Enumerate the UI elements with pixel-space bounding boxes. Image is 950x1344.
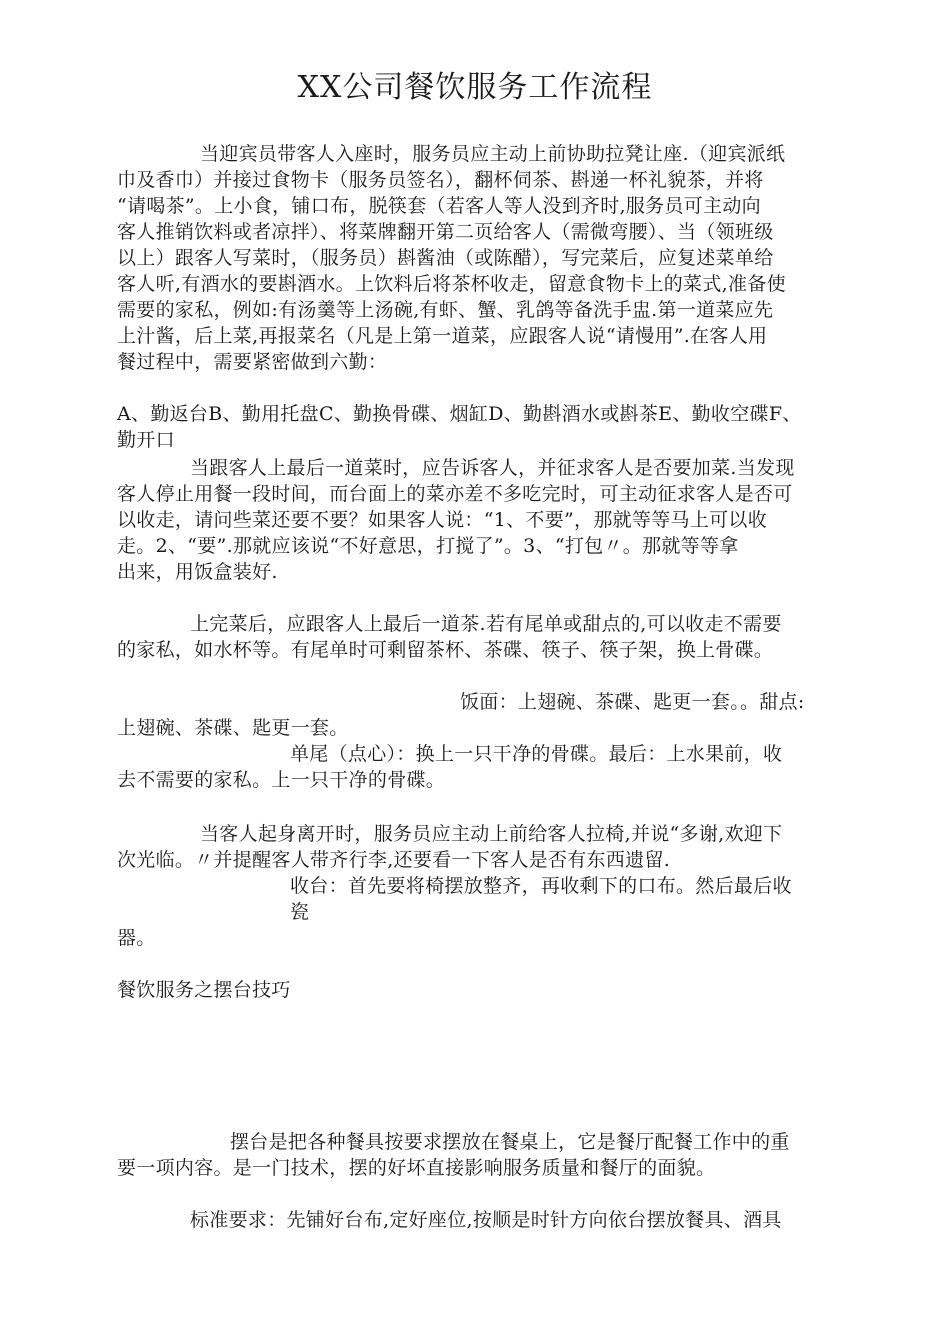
paragraph-line: 次光临。〃并提醒客人带齐行李,还要看一下客人是否有东西遗留. [117,849,671,871]
six-diligences-line: A、勤返台B、勤用托盘C、勤换骨碟、烟缸D、勤斟酒水或斟茶E、勤收空碟F、 [117,403,802,425]
paragraph-line: 瓷 [290,901,310,923]
paragraph-line: 标准要求：先铺好台布,定好座位,按顺是时针方向依台摆放餐具、酒具 [190,1209,782,1231]
paragraph-line: 饭面：上翅碗、茶碟、匙更一套。。甜点: [460,691,805,713]
section-heading: 餐饮服务之摆台技巧 [117,979,291,1001]
paragraph-line: 以收走，请问些菜还要不要？如果客人说：“1、不要”，那就等等马上可以收 [117,509,768,531]
paragraph-line: 出来，用饭盒装好. [117,561,278,583]
six-diligences-line: 勤开口 [117,429,175,451]
paragraph-line: 的家私，如水杯等。有尾单时可剩留茶杯、茶碟、筷子、筷子架，换上骨碟。 [117,639,774,661]
paragraph-line: “请喝茶”。上小食，铺口布，脱筷套（若客人等人没到齐时,服务员可主动向 [117,195,761,217]
paragraph-line: 客人听,有酒水的要斟酒水。上饮料后将茶杯收走，留意食物卡上的菜式,准备使 [117,273,786,295]
paragraph-line: 上翅碗、茶碟、匙更一套。 [117,717,349,739]
paragraph-line: 器。 [117,927,156,949]
paragraph-line: 走。2、“要”.那就应该说“不好意思，打搅了”。3、“打包〃。那就等等拿 [117,535,739,557]
paragraph-line: 巾及香巾）并接过食物卡（服务员签名），翻杯伺茶、斟递一杯礼貌茶，并将 [117,169,764,191]
paragraph-line: 以上）跟客人写菜时，（服务员）斟酱油（或陈醋），写完菜后，应复述菜单给 [117,247,774,269]
document-title: XX公司餐饮服务工作流程 [297,70,653,105]
paragraph-line: 当跟客人上最后一道菜时，应告诉客人，并征求客人是否要加菜.当发现 [190,457,795,479]
paragraph-line: 客人推销饮料或者凉拌）、将菜牌翻开第二页给客人（需微弯腰）、当（领班级 [117,221,774,243]
paragraph-line: 要一项内容。是一门技术，摆的好坏直接影响服务质量和餐厅的面貌。 [117,1157,716,1179]
paragraph-line: 收台：首先要将椅摆放整齐，再收剩下的口布。然后最后收 [290,875,792,897]
paragraph-line: 客人停止用餐一段时间，而台面上的菜亦差不多吃完时，可主动征求客人是否可 [117,483,793,505]
paragraph-line: 需要的家私，例如:有汤羹等上汤碗,有虾、蟹、乳鸽等备洗手盅.第一道菜应先 [117,299,774,321]
paragraph-line: 上完菜后，应跟客人上最后一道茶.若有尾单或甜点的,可以收走不需要 [190,613,782,635]
paragraph-line: 当客人起身离开时，服务员应主动上前给客人拉椅,并说“多谢,欢迎下 [200,823,783,845]
paragraph-line: 餐过程中，需要紧密做到六勤： [117,351,388,373]
paragraph-line: 当迎宾员带客人入座时，服务员应主动上前协助拉凳让座.（迎宾派纸 [200,143,786,165]
paragraph-line: 上汁酱，后上菜,再报菜名（凡是上第一道菜，应跟客人说“请慢用”.在客人用 [117,325,768,347]
paragraph-line: 单尾（点心）：换上一只干净的骨碟。最后：上水果前，收 [290,743,783,765]
paragraph-line: 去不需要的家私。上一只干净的骨碟。 [117,769,446,791]
paragraph-line: 摆台是把各种餐具按要求摆放在餐桌上，它是餐厅配餐工作中的重 [230,1131,790,1153]
